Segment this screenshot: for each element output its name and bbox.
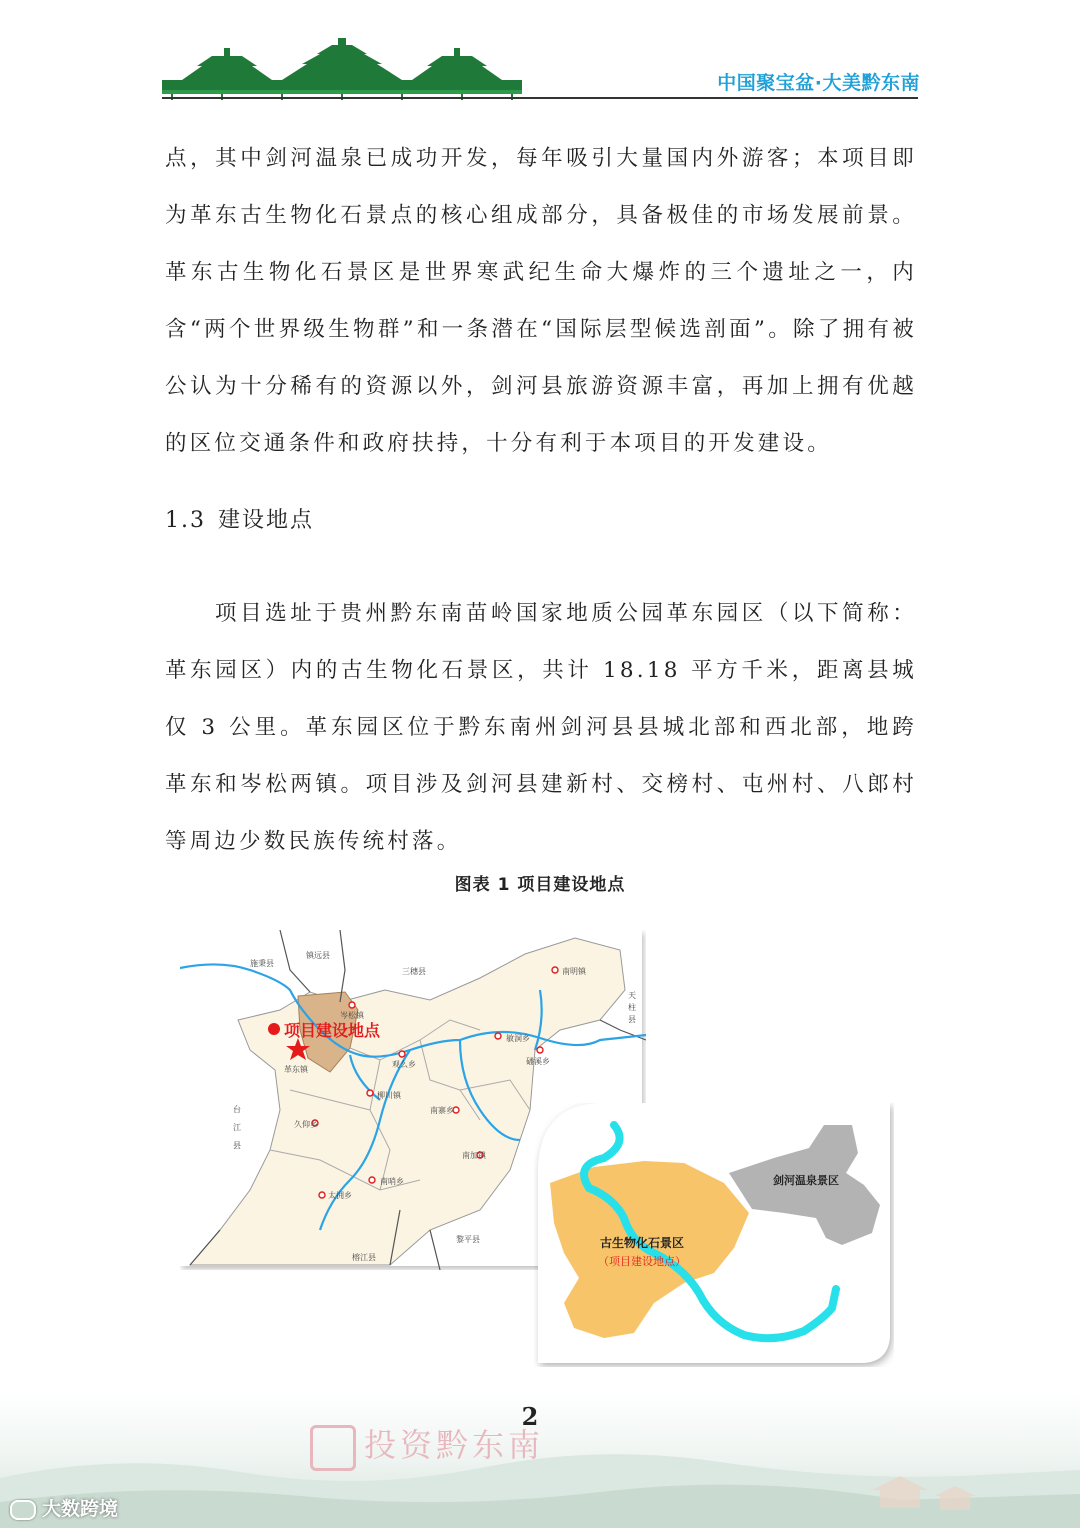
label-taijiang-2: 江 [233,1123,241,1132]
label-nanzhai: 南寨乡 [430,1106,454,1115]
footer-logo-icon [310,1425,356,1471]
label-guanma: 观么乡 [392,1060,416,1069]
paragraph-location: 项目选址于贵州黔东南苗岭国家地质公园革东园区（以下简称：革东园区）内的古生物化石景区，共计 18.18 平方千米，距离县城仅 3 公里。革东园区位于黔东南州剑河县县城北部和西北部，地跨革东和岑松两镇。项目涉及剑河县建新村、交榜村、屯州村、八郎村等周边少数民族传统村落。 [165,601,917,854]
label-nanshao: 南哨乡 [380,1177,404,1186]
label-tianzhu-2: 柱 [628,1003,636,1012]
inset-map-svg [534,1103,894,1367]
label-sansui: 三穗县 [402,967,426,976]
scenic-area-inset-map [534,1103,894,1367]
label-shibing: 施秉县 [250,959,274,968]
footer-brand-text: 投资黔东南 [364,1426,545,1464]
watermark [10,1494,118,1521]
label-panxi: 磻溪乡 [526,1057,550,1066]
section-title: 建设地点 [218,508,315,533]
label-nanming: 南明镇 [562,967,586,976]
watermark-logo-icon [10,1500,36,1520]
label-liuchuan: 柳川镇 [377,1091,401,1100]
label-zhenyuan: 镇远县 [306,951,330,960]
paragraph-intro: 点，其中剑河温泉已成功开发，每年吸引大量国内外游客；本项目即为革东古生物化石景点的核心组成部分，具备极佳的市场发展前景。革东古生物化石景区是世界寒武纪生命大爆炸的三个遗址之一，内含“两个世界级生物群”和一条潜在“国际层型候选剖面”。除了拥有被公认为十分稀有的资源以外，剑河县旅游资源丰富，再加上拥有优越的区位交通条件和政府扶持，十分有利于本项目的开发建设。 [165,146,917,456]
label-mindong: 敏洞乡 [506,1034,530,1043]
watermark-text: 大数跨境 [42,1498,119,1520]
header-divider [162,97,918,99]
figure-caption: 图表 1 项目建设地点 [454,875,626,895]
pavilion-icon [162,36,522,100]
label-jiuyang: 久仰乡 [294,1120,318,1129]
page-number: 2 [521,1402,539,1431]
label-nanjia: 南加镇 [462,1151,486,1160]
fossil-area-sublabel: （项目建设地点） [598,1255,686,1268]
header-title: 中国聚宝盆·大美黔东南 [717,72,920,94]
project-location-label: 项目建设地点 [284,1021,381,1040]
label-rongjiang: 榕江县 [352,1253,376,1262]
label-liping: 黎平县 [456,1235,480,1244]
hot-spring-label: 剑河温泉景区 [773,1174,839,1187]
header-pavilion-banner [162,36,522,100]
fossil-area-label: 古生物化石景区 [599,1236,685,1250]
label-taijiang-3: 县 [233,1141,241,1150]
label-censong: 岑松镇 [340,1011,364,1020]
label-gedong: 革东镇 [284,1065,308,1074]
label-tianzhu-3: 县 [628,1015,636,1024]
label-taiyong: 太拥乡 [328,1191,352,1200]
label-taijiang-1: 台 [233,1105,241,1114]
label-tianzhu-1: 天 [628,991,636,1000]
section-heading [165,503,314,534]
project-dot [268,1023,280,1035]
section-number: 1.3 [165,508,206,533]
